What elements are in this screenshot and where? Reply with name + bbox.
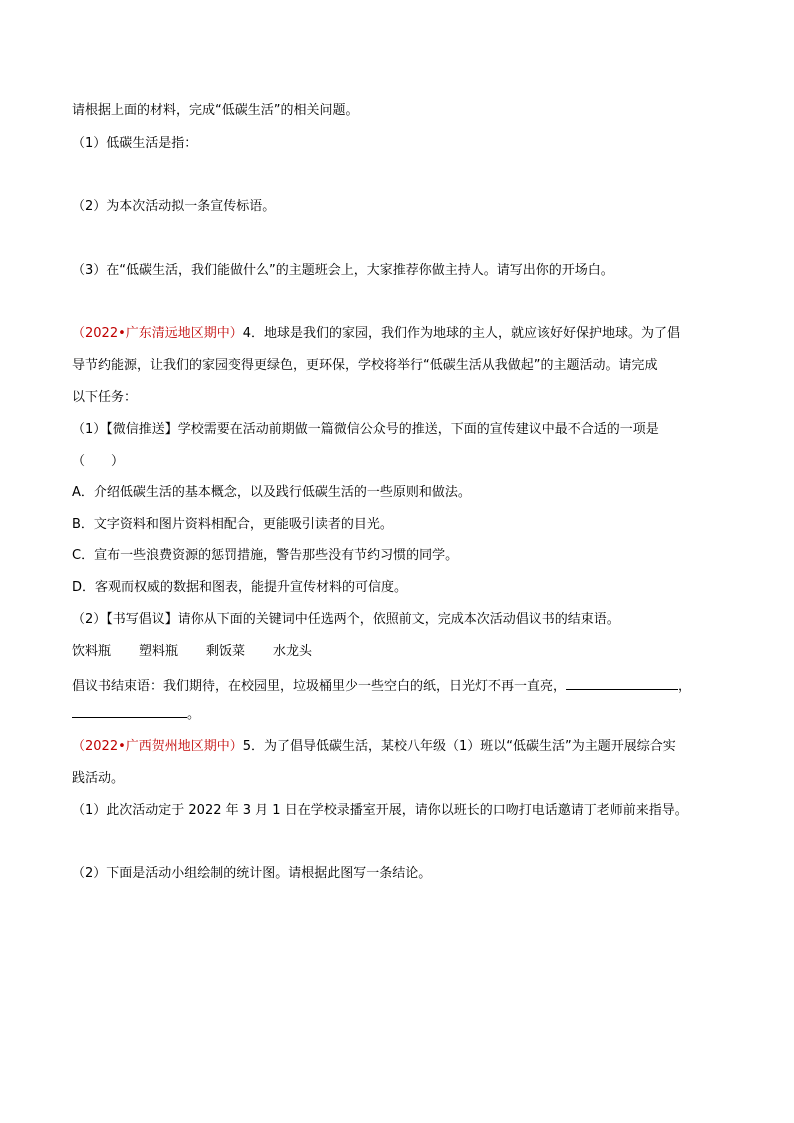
question-3-sub-1: （1）低碳生活是指： [72,136,198,151]
question-5-stem-line-1 [72,737,676,757]
ending-prefix: 倡议书结束语：我们期待，在校园里，垃圾桶里少一些空白的纸，日光灯不再一直亮， [72,679,567,694]
question-5-sub-2: （2）下面是活动小组绘制的统计图。请根据此图写一条结论。 [72,866,432,881]
intro-text: 请根据上面的材料，完成“低碳生活”的相关问题。 [72,103,359,118]
question-4-source: （2022•广东清远地区期中） [72,326,243,341]
ending-period: 。 [187,707,201,722]
question-3-sub-2: （2）为本次活动拟一条宣传标语。 [72,199,276,214]
question-5-sub-1: （1）此次活动定于 2022 年 3 月 1 日在学校录播室开展，请你以班长的口吻打电话邀请丁老师前来指导。 [72,803,688,818]
question-3-sub-3: （3）在“低碳生活，我们能做什么”的主题班会上，大家推荐你做主持人。请写出你的开场白。 [72,263,614,278]
keyword: 饮料瓶 [72,644,112,659]
keyword: 剩饭菜 [206,644,246,659]
keyword: 水龙头 [273,644,313,659]
ending-comma: ， [678,679,692,694]
option-b: B．文字资料和图片资料相配合，更能吸引读者的目光。 [72,517,393,532]
question-4-stem-text: 4．地球是我们的家园，我们作为地球的主人，就应该好好保护地球。为了倡 [242,326,681,341]
question-5-stem-line-2: 践活动。 [72,771,125,786]
question-4-sub-2: （2）【书写倡议】请你从下面的关键词中任选两个，依照前文，完成本次活动倡议书的结束语。 [72,612,620,627]
question-5-stem-text: 5．为了倡导低碳生活，某校八年级（1）班以“低碳生活”为主题开展综合实 [242,739,676,754]
keyword: 塑料瓶 [139,644,179,659]
answer-blank[interactable] [566,674,678,690]
ending-line [72,674,691,697]
question-4-sub-1-line-1: （1）【微信推送】学校需要在活动前期做一篇微信公众号的推送，下面的宣传建议中最不合适的一项是 [72,422,659,437]
option-a: A．介绍低碳生活的基本概念，以及践行低碳生活的一些原则和做法。 [72,485,471,500]
keyword-list [72,642,340,662]
ending-line-2 [72,702,200,725]
answer-bracket: （ ） [72,454,125,469]
option-c: C．宣布一些浪费资源的惩罚措施，警告那些没有节约习惯的同学。 [72,548,459,563]
question-4-stem-line-3: 以下任务： [72,390,138,405]
option-d: D．客观而权威的数据和图表，能提升宣传材料的可信度。 [72,580,408,595]
question-5-source: （2022•广西贺州地区期中） [72,739,243,754]
answer-blank[interactable] [72,702,187,718]
question-4-stem-line-2: 导节约能源，让我们的家园变得更绿色，更环保，学校将举行“低碳生活从我做起”的主题活动。请完成 [72,358,658,373]
question-4-stem-line-1 [72,324,680,344]
